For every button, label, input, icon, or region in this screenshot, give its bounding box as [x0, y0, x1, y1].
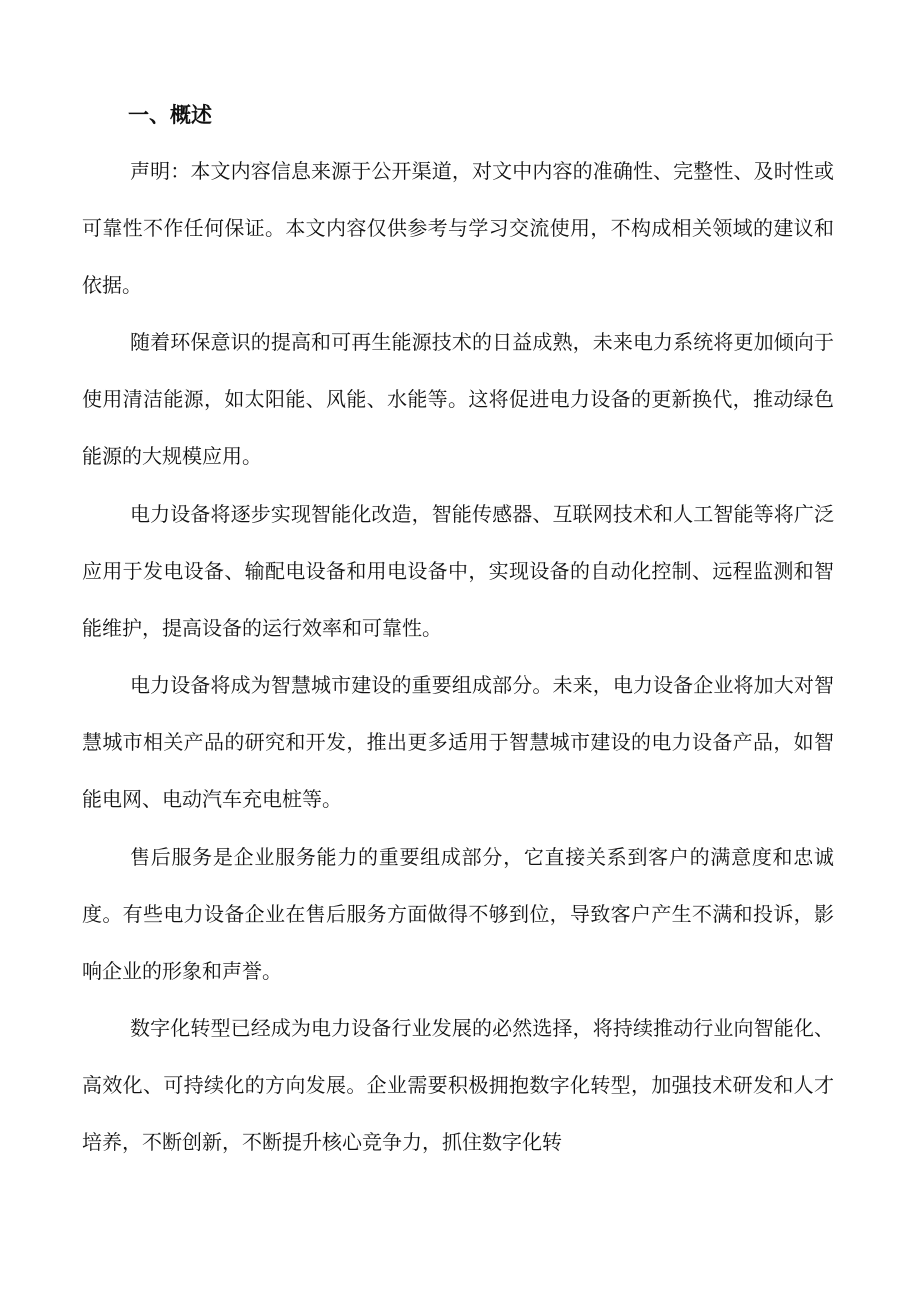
paragraph-after-sales: 售后服务是企业服务能力的重要组成部分，它直接关系到客户的满意度和忠诚度。有些电力设备企业在售后服务方面做得不够到位，导致客户产生不满和投诉，影响企业的形象和声誉。 [82, 845, 834, 983]
paragraph-smart-city: 电力设备将成为智慧城市建设的重要组成部分。未来，电力设备企业将加大对智慧城市相关产品的研究和开发，推出更多适用于智慧城市建设的电力设备产品，如智能电网、电动汽车充电桩等。 [82, 673, 834, 811]
paragraph-digital-transformation: 数字化转型已经成为电力设备行业发展的必然选择，将持续推动行业向智能化、高效化、可持续化的方向发展。企业需要积极拥抱数字化转型，加强技术研发和人才培养，不断创新，不断提升核心竞争力，抓住数字化转 [82, 1016, 834, 1154]
paragraph-clean-energy: 随着环保意识的提高和可再生能源技术的日益成熟，未来电力系统将更加倾向于使用清洁能源，如太阳能、风能、水能等。这将促进电力设备的更新换代，推动绿色能源的大规模应用。 [82, 330, 834, 468]
paragraph-disclaimer: 声明：本文内容信息来源于公开渠道，对文中内容的准确性、完整性、及时性或可靠性不作任何保证。本文内容仅供参考与学习交流使用，不构成相关领域的建议和依据。 [82, 159, 834, 297]
paragraph-intelligent-upgrade: 电力设备将逐步实现智能化改造，智能传感器、互联网技术和人工智能等将广泛应用于发电设备、输配电设备和用电设备中，实现设备的自动化控制、远程监测和智能维护，提高设备的运行效率和可靠性。 [82, 502, 834, 640]
section-heading: 一、概述 [128, 103, 212, 127]
